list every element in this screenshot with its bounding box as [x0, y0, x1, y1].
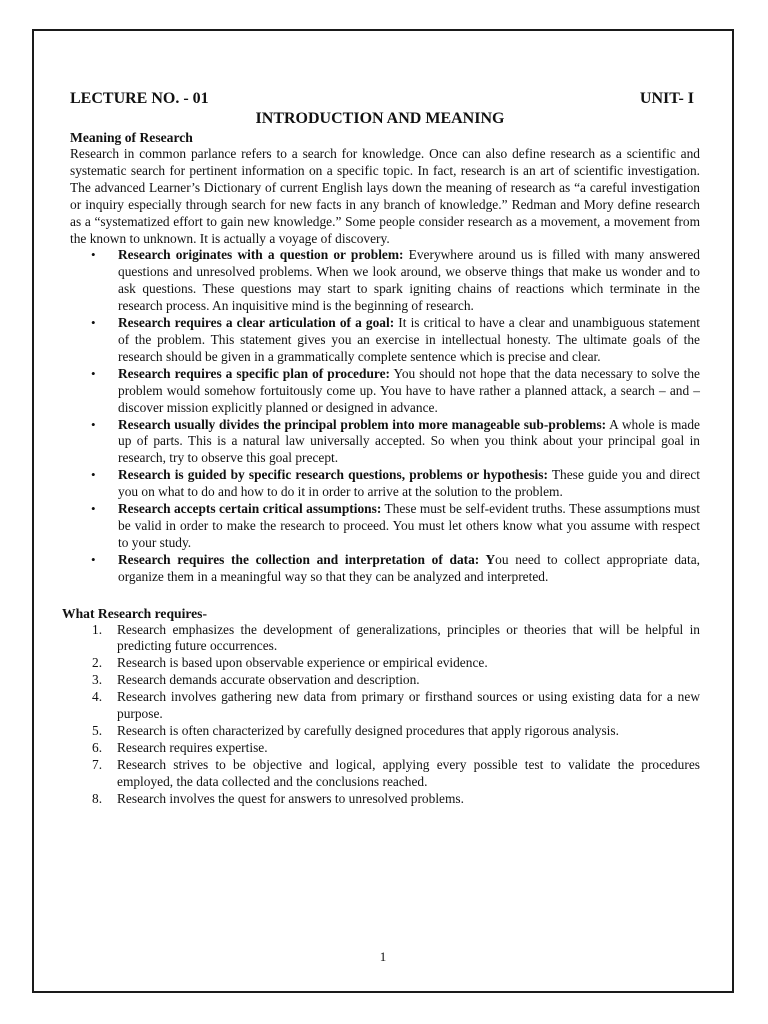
bullet-icon: • — [91, 551, 96, 567]
page-number: 1 — [379, 949, 387, 964]
lecture-header — [70, 89, 700, 109]
item-number: 3. — [92, 672, 103, 688]
requires-heading: What Research requires- — [62, 605, 207, 621]
list-item — [70, 723, 700, 740]
point-text: Everywhere around us is filled with many answered questions and unresolved problems. When we look around, we observe things that make us wonder and to ask questions. These questions may start to spark igniting chains of reactions which terminate in the research process. An inquisitive mind is the beginning of research. — [118, 247, 700, 314]
item-number: 4. — [92, 689, 103, 705]
item-text: Research involves gathering new data from primary or firsthand sources or using existing data for a new purpose. — [117, 689, 700, 722]
item-text: Research requires expertise. — [117, 739, 268, 755]
bullet-icon: • — [91, 501, 96, 517]
list-item — [70, 757, 700, 791]
point-lead: Research requires the collection and interpretation of data: Y — [118, 551, 496, 567]
bullet-icon: • — [91, 365, 96, 381]
item-text: Research demands accurate observation and description. — [117, 672, 420, 688]
item-text: Research emphasizes the development of generalizations, principles or theories that will be helpful in predicting future occurrences. — [117, 621, 700, 654]
list-item — [70, 689, 700, 723]
point-text: These must be self-evident truths. These assumptions must be valid in order to make the research to proceed. You must let others know what you assume with respect to your study. — [118, 501, 700, 550]
item-number: 8. — [92, 790, 103, 806]
point-text: These guide you and direct you on what to do and how to do it in order to arrive at the solution to the problem. — [118, 467, 700, 500]
item-text: Research is based upon observable experience or empirical evidence. — [117, 655, 488, 671]
list-item — [70, 501, 700, 552]
point-lead: Research originates with a question or problem: — [118, 247, 404, 263]
point-text: A whole is made up of parts. This is a natural law universally accepted. So when you think about your principal goal in research, try to observe this goal precept. — [118, 416, 700, 466]
item-number: 6. — [92, 739, 103, 755]
list-item — [70, 552, 700, 586]
item-text: Research involves the quest for answers to unresolved problems. — [117, 790, 464, 806]
point-text: It is critical to have a clear and unambiguous statement of the problem. This statement gives you an exercise in intellectual honesty. The ultimate goals of the research should be given in a grammatically complete sentence which is precise and clear. — [118, 315, 700, 364]
item-number: 5. — [92, 723, 103, 738]
list-item — [70, 622, 700, 656]
point-lead: Research requires a clear articulation of a goal: — [118, 315, 395, 331]
unit-label: UNIT- I — [639, 90, 694, 107]
page-frame — [32, 29, 734, 993]
bullet-icon: • — [91, 315, 96, 331]
point-text: ou need to collect appropriate data, organize them in a meaningful way so that they can be analyzed and interpreted. — [118, 551, 700, 584]
list-item — [70, 247, 700, 315]
list-item — [70, 467, 700, 501]
page-title: INTRODUCTION AND MEANING — [255, 110, 505, 127]
bullet-icon: • — [91, 247, 96, 263]
list-item — [70, 791, 700, 808]
item-text: Research strives to be objective and logical, applying every possible test to validate the procedures employed, the data collected and the conclusions reached. — [117, 756, 700, 789]
meaning-heading: Meaning of Research — [70, 130, 193, 145]
requires-list — [70, 622, 700, 808]
list-item — [70, 366, 700, 417]
list-item — [70, 655, 700, 672]
bullet-icon: • — [91, 467, 96, 483]
point-lead: Research requires a specific plan of procedure: — [118, 365, 390, 381]
point-lead: Research is guided by specific research questions, problems or hypothesis: — [118, 467, 548, 483]
research-characteristics-list — [70, 247, 700, 585]
bullet-icon: • — [91, 416, 96, 432]
item-number: 7. — [92, 756, 103, 772]
lecture-number: LECTURE NO. - 01 — [70, 90, 209, 107]
point-lead: Research accepts certain critical assumptions: — [118, 501, 382, 517]
meaning-paragraph: Research in common parlance refers to a search for knowledge. Once can also define research as a scientific and systematic search for pertinent information on a specific topic. In fact, research is an art of scientific investigation. The advanced Learner’s Dictionary of current English lays down the meaning of research as “a careful investigation or inquiry especially through search for new facts in any branch of knowledge.” Redman and Mory define research as a “systematized effort to gain new knowledge.” Some people consider research as a movement, a movement from the known to unknown. It is actually a voyage of discovery. — [70, 146, 700, 246]
page-content — [62, 89, 700, 808]
point-lead: Research usually divides the principal problem into more manageable sub-problems: — [118, 416, 607, 432]
list-item — [70, 417, 700, 468]
item-number: 1. — [92, 621, 103, 637]
item-number: 2. — [92, 655, 103, 671]
item-text: Research is often characterized by carefully designed procedures that apply rigorous analysis. — [117, 723, 619, 738]
list-item — [70, 315, 700, 366]
list-item — [70, 740, 700, 757]
point-text: You should not hope that the data necessary to solve the problem would somehow fortuitously come up. You have to have rather a planned attack, a search – and – discover mission explicitly planned or designed in advance. — [118, 365, 700, 415]
list-item — [70, 672, 700, 689]
